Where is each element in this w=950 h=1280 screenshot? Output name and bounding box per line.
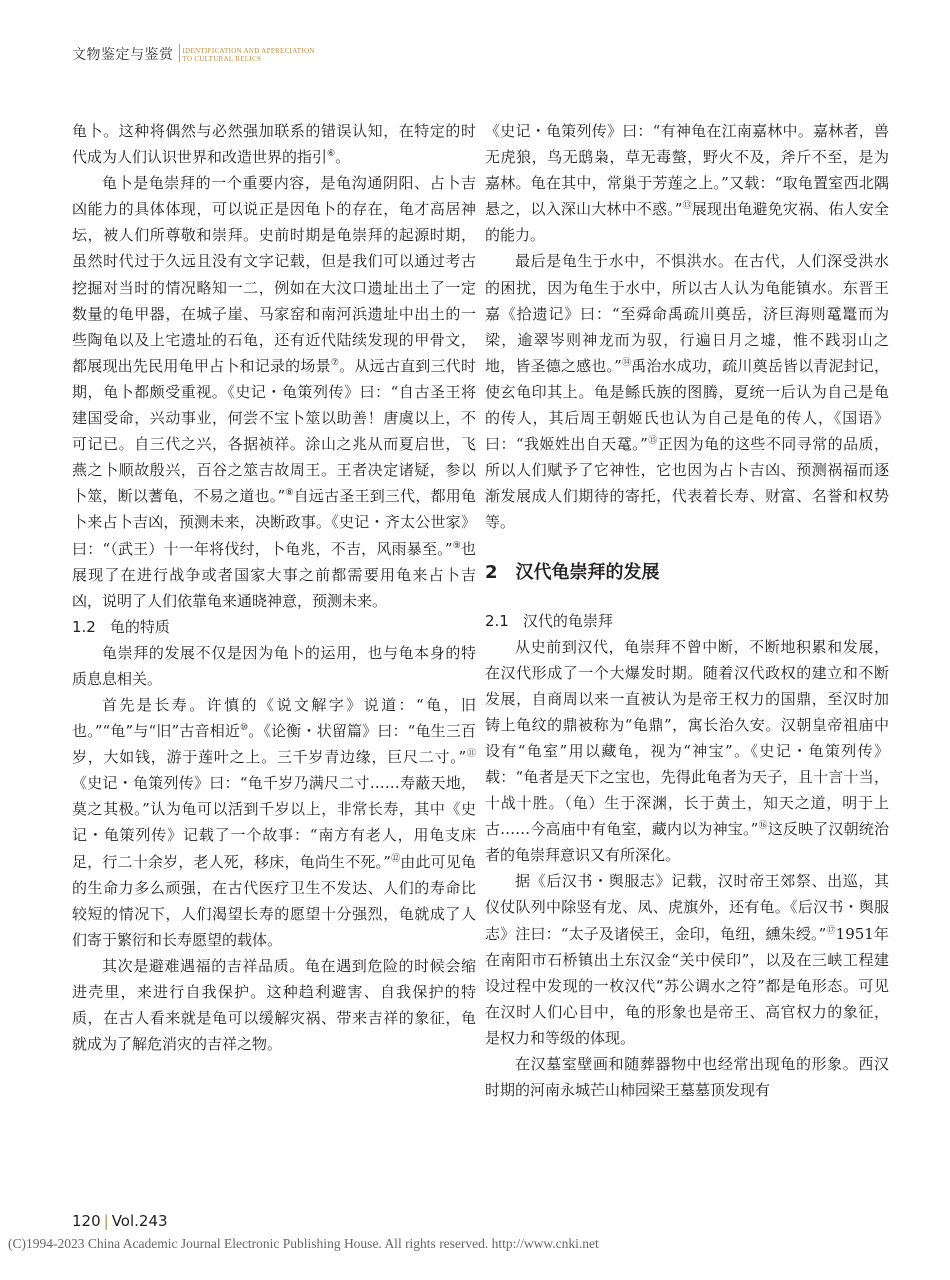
footnote-ref: ⑭ bbox=[621, 357, 632, 368]
section-heading-2: 2 汉代龟崇拜的发展 bbox=[485, 561, 660, 583]
page-number: 120 bbox=[72, 1212, 101, 1230]
footnote-ref: ⑬ bbox=[682, 201, 692, 212]
section-heading-1-2: 1.2 龟的特质 bbox=[72, 617, 170, 636]
paragraph: 从史前到汉代，龟崇拜不曾中断，不断地积累和发展，在汉代形成了一个大爆发时期。随着汉代政权的建立和不断发展，自商周以来一直被认为是帝王权力的国鼎，至汉时加铸上龟纹的鼎被称为“龟鼎”，寓长治久安。汉朝皇帝祖庙中设有“龟室”用以藏龟，视为“神宝”。《史记・龟策列传》载：“龟者是天下之宝也，先得此龟者为天子，且十言十当，十战十胜。（龟）生于深渊，长于黄土，知天之道，明于上古……今高庙中有龟室，藏内以为神宝。”⑯这反映了汉朝统治者的龟崇拜意识又有所深化。 bbox=[485, 637, 889, 865]
footnote-ref: ⑥ bbox=[327, 149, 336, 160]
journal-title-en-line2: TO CULTURAL RELICS bbox=[182, 55, 262, 63]
footnote-ref: ⑧ bbox=[285, 488, 294, 499]
footnote-ref: ⑦ bbox=[330, 357, 340, 368]
footer-separator: | bbox=[103, 1212, 109, 1230]
running-header bbox=[72, 44, 315, 66]
footnote-ref: ⑪ bbox=[466, 749, 476, 760]
journal-title-cn: 文物鉴定与鉴赏 bbox=[72, 47, 174, 63]
footnote-ref: ⑫ bbox=[390, 853, 401, 864]
paragraph: 龟崇拜的发展不仅是因为龟卜的运用，也与龟本身的特质息息相关。 bbox=[72, 643, 476, 688]
page-footer bbox=[72, 1212, 168, 1230]
copyright-notice: (C)1994-2023 China Academic Journal Electronic Publishing House. All rights reserved. http://www.cnki.net bbox=[8, 1236, 599, 1251]
paragraph: 最后是龟生于水中，不惧洪水。在古代，人们深受洪水的困扰，因为龟生于水中，所以古人认为龟能镇水。东晋王嘉《拾遗记》曰：“至舜命禹疏川奠岳，济巨海则鼋鼍而为梁，逾翠岑则神龙而为驭，行遍日月之墟，惟不践羽山之地，皆圣德之感也。”⑭禹治水成功，疏川奠岳皆以青泥封记，使玄龟印其上。龟是鲧氏族的图腾，夏统一后认为自己是龟的传人，其后周王朝姬氏也认为自己是龟的传人，《国语》曰：“我姬姓出自天鼋。”⑮正因为龟的这些不同寻常的品质，所以人们赋予了它神性，它也因为占卜吉凶、预测祸福而逐渐发展成人们期待的寄托，代表着长寿、财富、名誉和权势等。 bbox=[485, 252, 889, 532]
paragraph: 《史记・龟策列传》曰：“有神龟在江南嘉林中。嘉林者，兽无虎狼，鸟无鸱枭，草无毒螫，野火不及，斧斤不至，是为嘉林。龟在其中，常巢于芳莲之上。”又载：“取龟置室西北隅悬之，以入深山大林中不惑。”⑬展现出龟避免灾祸、佑人安全的能力。 bbox=[485, 122, 889, 245]
right-column bbox=[485, 118, 889, 1103]
paragraph: 在汉墓室壁画和随葬器物中也经常出现龟的形象。西汉时期的河南永城芒山柿园梁王墓墓顶发现有 bbox=[485, 1055, 889, 1100]
footnote-ref: ⑮ bbox=[647, 436, 658, 447]
paragraph: 据《后汉书・舆服志》记载，汉时帝王郊祭、出巡，其仪仗队列中除竖有龙、凤、虎旗外，还有龟。《后汉书・舆服志》注曰：“太子及诸侯王，金印，龟纽，纁朱绶。”⑰1951年在南阳市石桥镇出土东汉金“关中侯印”，以及在三峡工程建设过程中发现的一枚汉代“苏公调水之符”都是龟形态。可见在汉时人们心目中，龟的形象也是帝王、高官权力的象征，是权力和等级的体现。 bbox=[485, 872, 889, 1047]
paragraph: 龟卜。这种将偶然与必然强加联系的错误认知，在特定的时代成为人们认识世界和改造世界的指引⑥。 bbox=[72, 122, 476, 167]
footnote-ref: ⑰ bbox=[826, 925, 836, 936]
volume-number: Vol.243 bbox=[111, 1212, 168, 1230]
header-divider bbox=[179, 44, 180, 62]
section-heading-2-1: 2.1 汉代的龟崇拜 bbox=[485, 611, 613, 630]
journal-title-en-line1: IDENTIFICATION AND APPRECIATION bbox=[182, 47, 315, 55]
paragraph: 其次是避难遇福的吉祥品质。龟在遇到危险的时候会缩进壳里，来进行自我保护。这种趋利避害、自我保护的特质，在古人看来就是龟可以缓解灾祸、带来吉祥的象征，龟就成为了解危消灾的吉祥之物。 bbox=[72, 956, 476, 1054]
footnote-ref: ⑨ bbox=[452, 540, 461, 551]
left-column bbox=[72, 118, 476, 1057]
footnote-ref: ⑯ bbox=[758, 821, 768, 832]
paragraph: 首先是长寿。许慎的《说文解字》说道：“龟，旧也。”“龟”与“旧”古音相近⑩。《论衡・状留篇》曰：“龟生三百岁，大如钱，游于莲叶之上。三千岁青边缘，巨尺二寸。”⑪《史记・龟策列传》曰：“龟千岁乃满尺二寸……寿蔽天地，莫之其极。”认为龟可以活到千岁以上，非常长寿，其中《史记・龟策列传》记载了一个故事：“南方有老人，用龟支床足，行二十余岁，老人死，移床，龟尚生不死。”⑫由此可见龟的生命力多么顽强，在古代医疗卫生不发达、人们的寿命比较短的情况下，人们渴望长寿的愿望十分强烈，龟就成了人们寄于繁衍和长寿愿望的载体。 bbox=[72, 695, 477, 949]
paragraph: 龟卜是龟崇拜的一个重要内容，是龟沟通阴阳、占卜吉凶能力的具体体现，可以说正是因龟卜的存在，龟才高居神坛，被人们所尊敬和崇拜。史前时期是龟崇拜的起源时期，虽然时代过于久远且没有文字记载，但是我们可以通过考古挖掘对当时的情况略知一二，例如在大汶口遗址出土了一定数量的龟甲器，在城子崖、马家窑和南河浜遗址中出土的一些陶龟以及上宅遗址的石龟，还有近代陆续发现的甲骨文，都展现出先民用龟甲占卜和记录的场景⑦。从远古直到三代时期，龟卜都颇受重视。《史记・龟策列传》曰：“自古圣王将建国受命，兴动事业，何尝不宝卜筮以助善！唐虞以上，不可记已。自三代之兴，各据祯祥。涂山之兆从而夏启世，飞燕之卜顺故殷兴，百谷之筮吉故周王。王者决定诸疑，参以卜筮，断以蓍龟，不易之道也。”⑧自远古圣王到三代，都用龟卜来占卜吉凶，预测未来，决断政事。《史记・齐太公世家》曰：“（武王）十一年将伐纣，卜龟兆，不吉，风雨暴至。”⑨也展现了在进行战争或者国家大事之前都需要用龟来占卜吉凶，说明了人们依靠龟来通晓神意，预测未来。 bbox=[72, 174, 476, 610]
journal-title-en bbox=[183, 47, 315, 63]
footnote-ref: ⑩ bbox=[240, 723, 249, 734]
